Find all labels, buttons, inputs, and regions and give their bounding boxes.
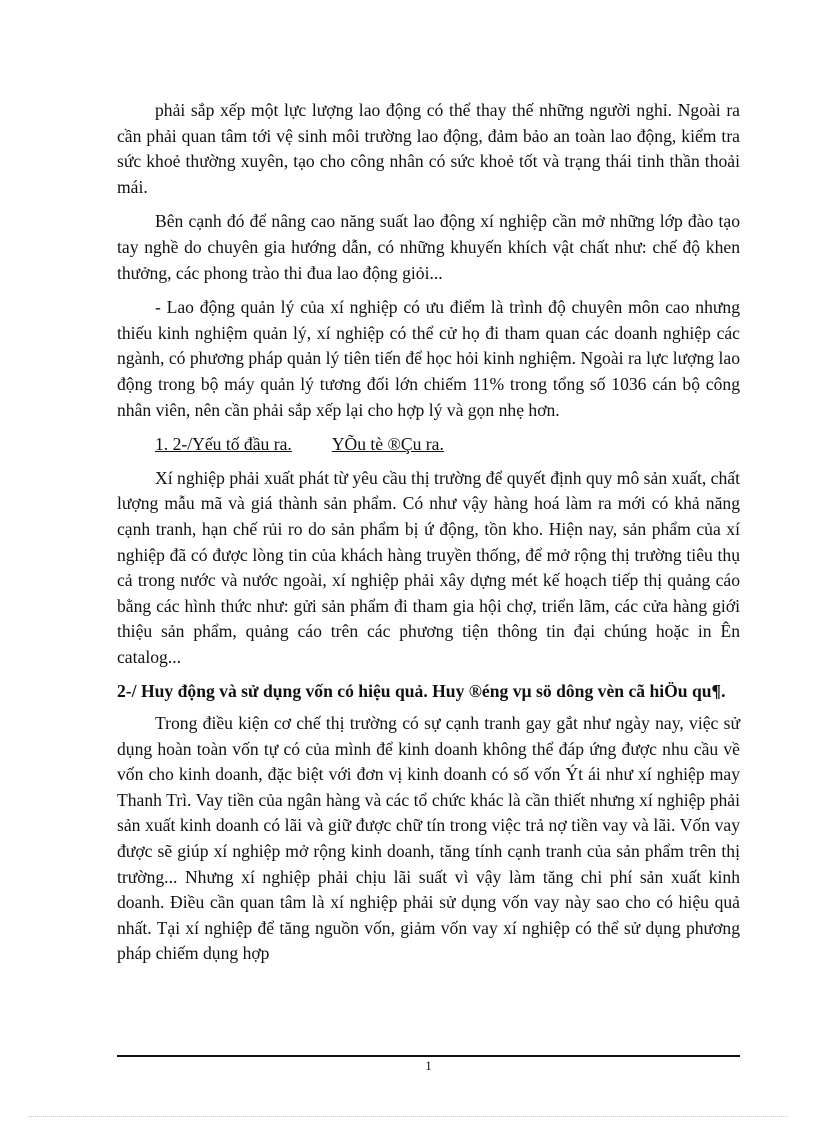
- footer-rule: [117, 1055, 740, 1057]
- page-number: 1: [425, 1058, 432, 1073]
- paragraph-5: Trong điều kiện cơ chế thị trường có sự cạnh tranh gay gắt như ngày nay, việc sử dụng hoàn toàn vốn tự có của mình để kinh doanh không thể đáp ứng được nhu cầu về vốn cho kinh doanh, đặc biệt với đơn vị kinh doanh có số vốn Ýt ái như xí nghiệp may Thanh Trì. Vay tiền của ngân hàng và các tổ chức khác là cần thiết nhưng xí nghiệp phải sản xuất kinh doanh có lãi và giữ được chữ tín trong việc trả nợ tiền vay và lãi. Vốn vay được sẽ giúp xí nghiệp mở rộng kinh doanh, tăng tính cạnh tranh của sản phẩm trên thị trường... Nhưng xí nghiệp phải chịu lãi suất vì vậy làm tăng chi phí sản xuất kinh doanh. Điều cần quan tâm là xí nghiệp phải sử dụng vốn vay này sao cho có hiệu quả nhất. Tại xí nghiệp để tăng nguồn vốn, giảm vốn vay xí nghiệp có thể sử dụng phương pháp chiếm dụng hợp: [117, 713, 740, 964]
- subheading-output-factors: [117, 432, 740, 458]
- paragraph-3: - Lao động quản lý của xí nghiệp có ưu điểm là trình độ chuyên môn cao nhưng thiếu kinh nghiệm quản lý, xí nghiệp có thể cử họ đi tham quan các doanh nghiệp các ngành, có phương pháp quản lý tiên tiến để học hỏi kinh nghiệm. Ngoài ra lực lượng lao động trong bộ máy quản lý tương đối lớn chiếm 11% trong tổng số 1036 cán bộ công nhân viên, nên cần phải sắp xếp lại cho hợp lý và gọn nhẹ hơn.: [117, 297, 740, 420]
- page-edge-divider: [28, 1116, 788, 1117]
- heading-capital-mobilization: 2-/ Huy động và sử dụng vốn có hiệu quả. Huy ®éng vµ sö dông vèn cã hiÖu qu¶.: [117, 681, 726, 702]
- document-body: [117, 98, 740, 976]
- paragraph-2: Bên cạnh đó để nâng cao năng suất lao động xí nghiệp cần mở những lớp đào tạo tay nghề do chuyên gia hướng dẫn, có những khuyến khích vật chất như: chế độ khen thưởng, các phong trào thi đua lao động giỏi...: [117, 211, 740, 283]
- subheading-garbled: YÕu tè ®Çu ra.: [331, 434, 444, 455]
- paragraph-4: Xí nghiệp phải xuất phát từ yêu cầu thị trường để quyết định quy mô sản xuất, chất lượng mẫu mã và giá thành sản phẩm. Có như vậy hàng hoá làm ra mới có khả năng cạnh tranh, hạn chế rủi ro do sản phẩm bị ứ động, tồn kho. Hiện nay, sản phẩm của xí nghiệp đã có được lòng tin của khách hàng truyền thống, để mở rộng thị trường tiêu thụ cả trong nước và nước ngoài, xí nghiệp phải xây dựng mét kế hoạch tiếp thị quảng cáo bằng các hình thức như: gửi sản phẩm đi tham gia hội chợ, triển lãm, các cửa hàng giới thiệu sản phẩm, quảng cáo trên các phương tiện thông tin đại chúng hoặc in Ên catalog...: [117, 467, 740, 667]
- subheading-title: Yếu tố đầu ra.: [192, 434, 292, 455]
- paragraph-1: phải sắp xếp một lực lượng lao động có thể thay thế những người nghỉ. Ngoài ra cần phải quan tâm tới vệ sinh môi trường lao động, đảm bảo an toàn lao động, kiểm tra sức khoẻ thường xuyên, tạo cho công nhân có sức khoẻ tốt và trạng thái tinh thần thoải mái.: [117, 100, 740, 197]
- subheading-number: 1. 2-/: [155, 434, 193, 455]
